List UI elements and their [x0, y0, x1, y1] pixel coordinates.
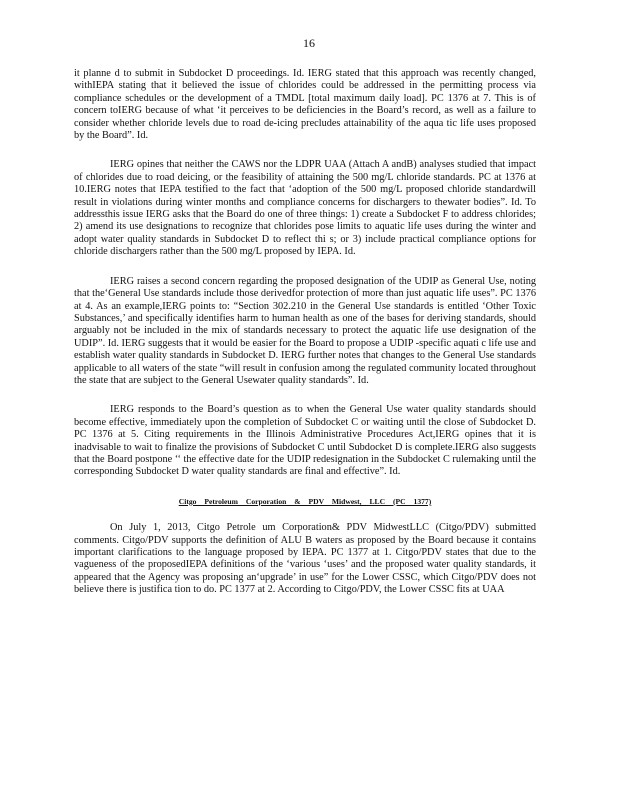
page-number: 16 [303, 36, 315, 50]
section-heading: Citgo Petroleum Corporation & PDV Midwest, LLC (PC 1377) [178, 496, 432, 506]
document-body [74, 68, 536, 614]
paragraph-effective-date: IERG responds to the Board’s question as to when the General Use water quality standards should become effective, immediately upon the completion of Subdocket C or waiting until the close of Subdocket D. PC 1376 at 5. Citing requirements in the Illinois Administrative Procedures Act,IERG opines that it is inadvisable to wait to finalize the provisions of Subdocket C until Subdocket D is complete.IERG also suggests that the Board postpone ‘‘ the effective date for the UDIP redesignation in the Subdocket C rulemaking until the corresponding Subdocket D water quality standards are final and effective”. Id. [74, 404, 536, 478]
paragraph-continuation: it planne d to submit in Subdocket D proceedings. Id. IERG stated that this approach was recently changed, withIEPA stating that it believed the issue of chlorides could be addressed in the permitting process via compliance schedules or the development of a TMDL [total maximum daily load]. PC 1376 at 7. This is of concern toIERG because of what ‘it perceives to be deficiencies in the Board’s record, as well as a failure to consider whether chloride levels due to road de-icing precludes attainability of the aqua tic life uses proposed by the Board”. Id. [74, 68, 536, 142]
paragraph-general-use: IERG raises a second concern regarding the proposed designation of the UDIP as General Use, noting that the‘General Use standards include those derivedfor protection of more than just aquatic life uses”. PC 1376 at 4. As an example,IERG points to: “Section 302.210 in the General Use standards is entitled ‘Other Toxic Substances,’ and specifically identifies harm to human health as one of the bases for deriving standards, should arguably not be included in the mix of standards necessary to protect the aquatic life use designation of the UDIP”. Id. IERG suggests that it would be easier for the Board to propose a UDIP -specific aquati c life use and establish water quality standards in Subdocket D. IERG further notes that changes to the General Use standards applicable to all waters of the state “will result in confusion among the regulated community located throughout the state that are subject to the General Usewater quality standards”. Id. [74, 275, 536, 386]
paragraph-chlorides: IERG opines that neither the CAWS nor the LDPR UAA (Attach A andB) analyses studied that impact of chlorides due to road deicing, or the feasibility of attaining the 500 mg/L chloride standards. PC at 1376 at 10.IERG notes that IEPA testified to the fact that ‘adoption of the 500 mg/L proposed chloride standardwill result in violations during winter months and compliance concerns for dischargers to thewater bodies”. Id. To addressthis issue IERG asks that the Board do one of three things: 1) create a Subdocket F to address chlorides; 2) amend its use designations to recognize that chlorides pose limits to aquatic life uses during the winter and adopt water quality standards in Subdocket D to reflect thi s; or 3) include practical compliance options for chloride dischargers rather than the 500 mg/L proposed by IEPA. Id. [74, 159, 536, 258]
paragraph-citgo: On July 1, 2013, Citgo Petrole um Corporation& PDV MidwestLLC (Citgo/PDV) submitted comments. Citgo/PDV supports the definition of ALU B waters as proposed by the Board because it contains important clarifications to the language proposed by IEPA. PC 1377 at 1. Citgo/PDV states that due to the vagueness of the proposedIEPA definitions of the ‘various ‘uses’ and the proposed water quality standards, it appeared that the Agency was proposing an‘upgrade’ in use” for the Lower CSSC, which Citgo/PDV does not believe there is justifica tion to do. PC 1377 at 2. According to Citgo/PDV, the Lower CSSC fits at UAA [74, 522, 536, 596]
